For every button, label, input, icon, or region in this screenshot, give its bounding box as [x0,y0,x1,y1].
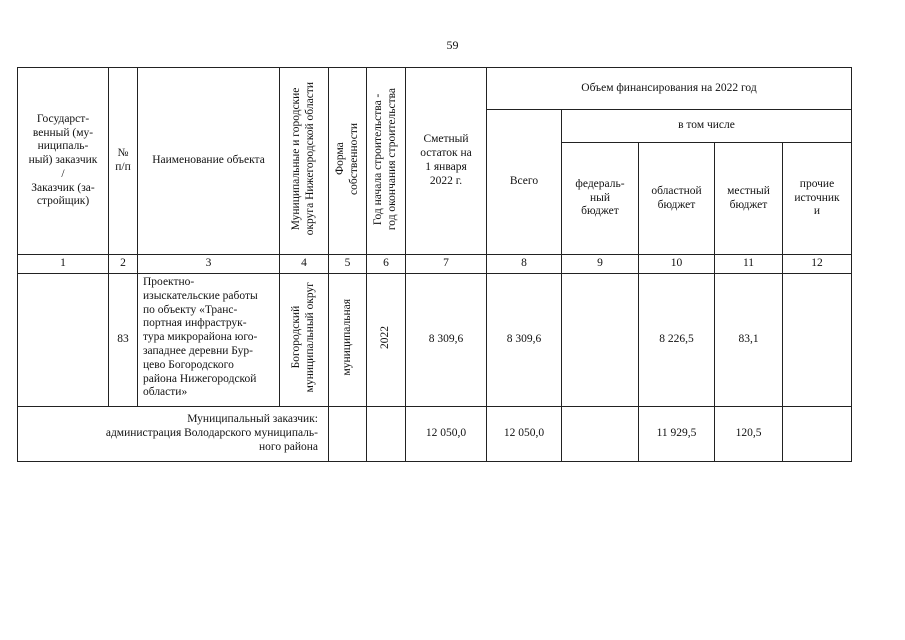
cell-municipal-district [280,274,329,407]
summary-row [18,407,852,462]
page-number: 59 [446,38,459,52]
column-number: 3 [138,255,280,274]
column-number: 8 [487,255,562,274]
cell-customer [18,274,109,407]
cell-ownership [329,274,367,407]
cell-regional: 8 226,5 [639,274,715,407]
column-number: 7 [406,255,487,274]
column-numbers-row [18,255,852,274]
header-row-1 [18,68,852,110]
header-including: в том числе [562,110,852,143]
header-object-name: Наименование объекта [138,68,280,255]
column-number: 1 [18,255,109,274]
column-number: 6 [367,255,406,274]
header-funding-volume: Объем финансирования на 2022 год [487,68,852,110]
cell-years-text: 2022 [379,326,392,350]
summary-remainder: 12 050,0 [406,407,487,462]
summary-total: 12 050,0 [487,407,562,462]
column-number: 5 [329,255,367,274]
cell-local: 83,1 [715,274,783,407]
header-ownership-text: Форма собственности [333,122,360,195]
cell-federal [562,274,639,407]
summary-local: 120,5 [715,407,783,462]
column-number: 10 [639,255,715,274]
header-total: Всего [487,110,562,255]
header-remainder: Сметный остаток на 1 января 2022 г. [406,68,487,255]
header-local: местный бюджет [715,143,783,255]
column-number: 9 [562,255,639,274]
header-years [367,68,406,255]
summary-federal [562,407,639,462]
summary-regional: 11 929,5 [639,407,715,462]
cell-other [783,274,852,407]
column-number: 2 [109,255,138,274]
header-years-text: Год начала строительства - год окончания строительства [372,87,398,230]
cell-remainder: 8 309,6 [406,274,487,407]
cell-total: 8 309,6 [487,274,562,407]
column-number: 12 [783,255,852,274]
financing-table [17,67,852,462]
cell-ownership-text: муниципальная [340,299,353,376]
header-num: № п/п [109,68,138,255]
summary-ownership-empty [329,407,367,462]
table-row [18,274,852,407]
summary-label: Муниципальный заказчик: администрация Володарского муниципаль- ного района [18,407,329,462]
header-regional: областной бюджет [639,143,715,255]
cell-num: 83 [109,274,138,407]
header-ownership [329,68,367,255]
column-number: 11 [715,255,783,274]
summary-other [783,407,852,462]
column-number: 4 [280,255,329,274]
header-municipal-district-text: Муниципальные и городские округа Нижегородской области [290,81,316,236]
header-municipal-district [280,68,329,255]
header-customer: Государст- венный (му- ниципаль- ный) заказчик / Заказчик (за- стройщик) [18,68,109,255]
header-federal: федераль- ный бюджет [562,143,639,255]
cell-years [367,274,406,407]
cell-object-name: Проектно- изыскательские работы по объекту «Транс- портная инфраструк- тура микрорайона юго- западнее деревни Бур- цево Богородского района Нижегородской области» [138,274,280,407]
summary-years-empty [367,407,406,462]
cell-municipal-district-text: Богородский муниципальный округ [290,282,316,393]
header-other: прочие источник и [783,143,852,255]
